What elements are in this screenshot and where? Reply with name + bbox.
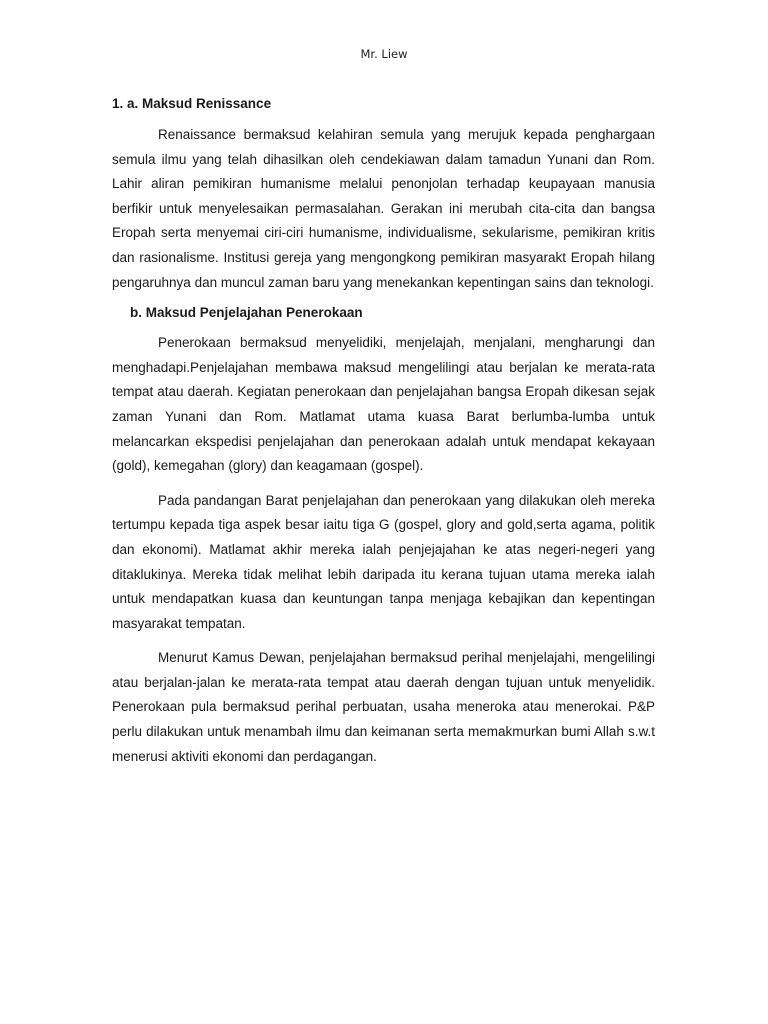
paragraph-renaissance: Renaissance bermaksud kelahiran semula yang merujuk kepada penghargaan semula ilmu yang telah dihasilkan oleh cendekiawan dalam tamadun Yunani dan Rom. Lahir aliran pemikiran humanisme melalui penonjolan terhadap keupayaan manusia berfikir untuk menyelesaikan permasalahan. Gerakan ini merubah cita-cita dan bangsa Eropah serta menyemai ciri-ciri humanisme, individualisme, sekularisme, pemikiran kritis dan rasionalisme. Institusi gereja yang mengongkong pemikiran masyarakt Eropah hilang pengaruhnya dan muncul zaman baru yang menekankan kepentingan sains dan teknologi. (112, 127, 655, 290)
section-heading-penjelajahan: b. Maksud Penjelajahan Penerokaan (130, 305, 363, 321)
document-body (112, 96, 655, 769)
paragraph-pandangan-barat: Pada pandangan Barat penjelajahan dan penerokaan yang dilakukan oleh mereka tertumpu kepada tiga aspek besar iaitu tiga G (gospel, glory and gold,serta agama, politik dan ekonomi). Matlamat akhir mereka ialah penjejajahan ke atas negeri-negeri yang ditaklukinya. Mereka tidak melihat lebih daripada itu kerana tujuan utama mereka ialah untuk mendapatkan kuasa dan keuntungan tanpa menjaga kebajikan dan kepentingan masyarakat tempatan. (112, 492, 655, 631)
page-header-author: Mr. Liew (360, 47, 408, 61)
section-heading-renaissance: 1. a. Maksud Renissance (112, 96, 272, 111)
paragraph-penerokaan-definition: Penerokaan bermaksud menyelidiki, menjelajah, menjalani, mengharungi dan menghadapi.Penjelajahan membawa maksud mengelilingi atau berjalan ke merata-rata tempat atau daerah. Kegiatan penerokaan dan penjelajahan bangsa Eropah dikesan sejak zaman Yunani dan Rom. Matlamat utama kuasa Barat berlumba-lumba untuk melancarkan ekspedisi penjelajahan dan penerokaan adalah untuk mendapat kekayaan (gold), kemegahan (glory) dan keagamaan (gospel). (112, 335, 655, 474)
paragraph-kamus-dewan: Menurut Kamus Dewan, penjelajahan bermaksud perihal menjelajahi, mengelilingi atau berjalan-jalan ke merata-rata tempat atau daerah dengan tujuan untuk menyelidik. Penerokaan pula bermaksud perihal perbuatan, usaha meneroka atau menerokai. P&P perlu dilakukan untuk menambah ilmu dan keimanan serta memakmurkan bumi Allah s.w.t menerusi aktiviti ekonomi dan perdagangan. (112, 650, 655, 764)
